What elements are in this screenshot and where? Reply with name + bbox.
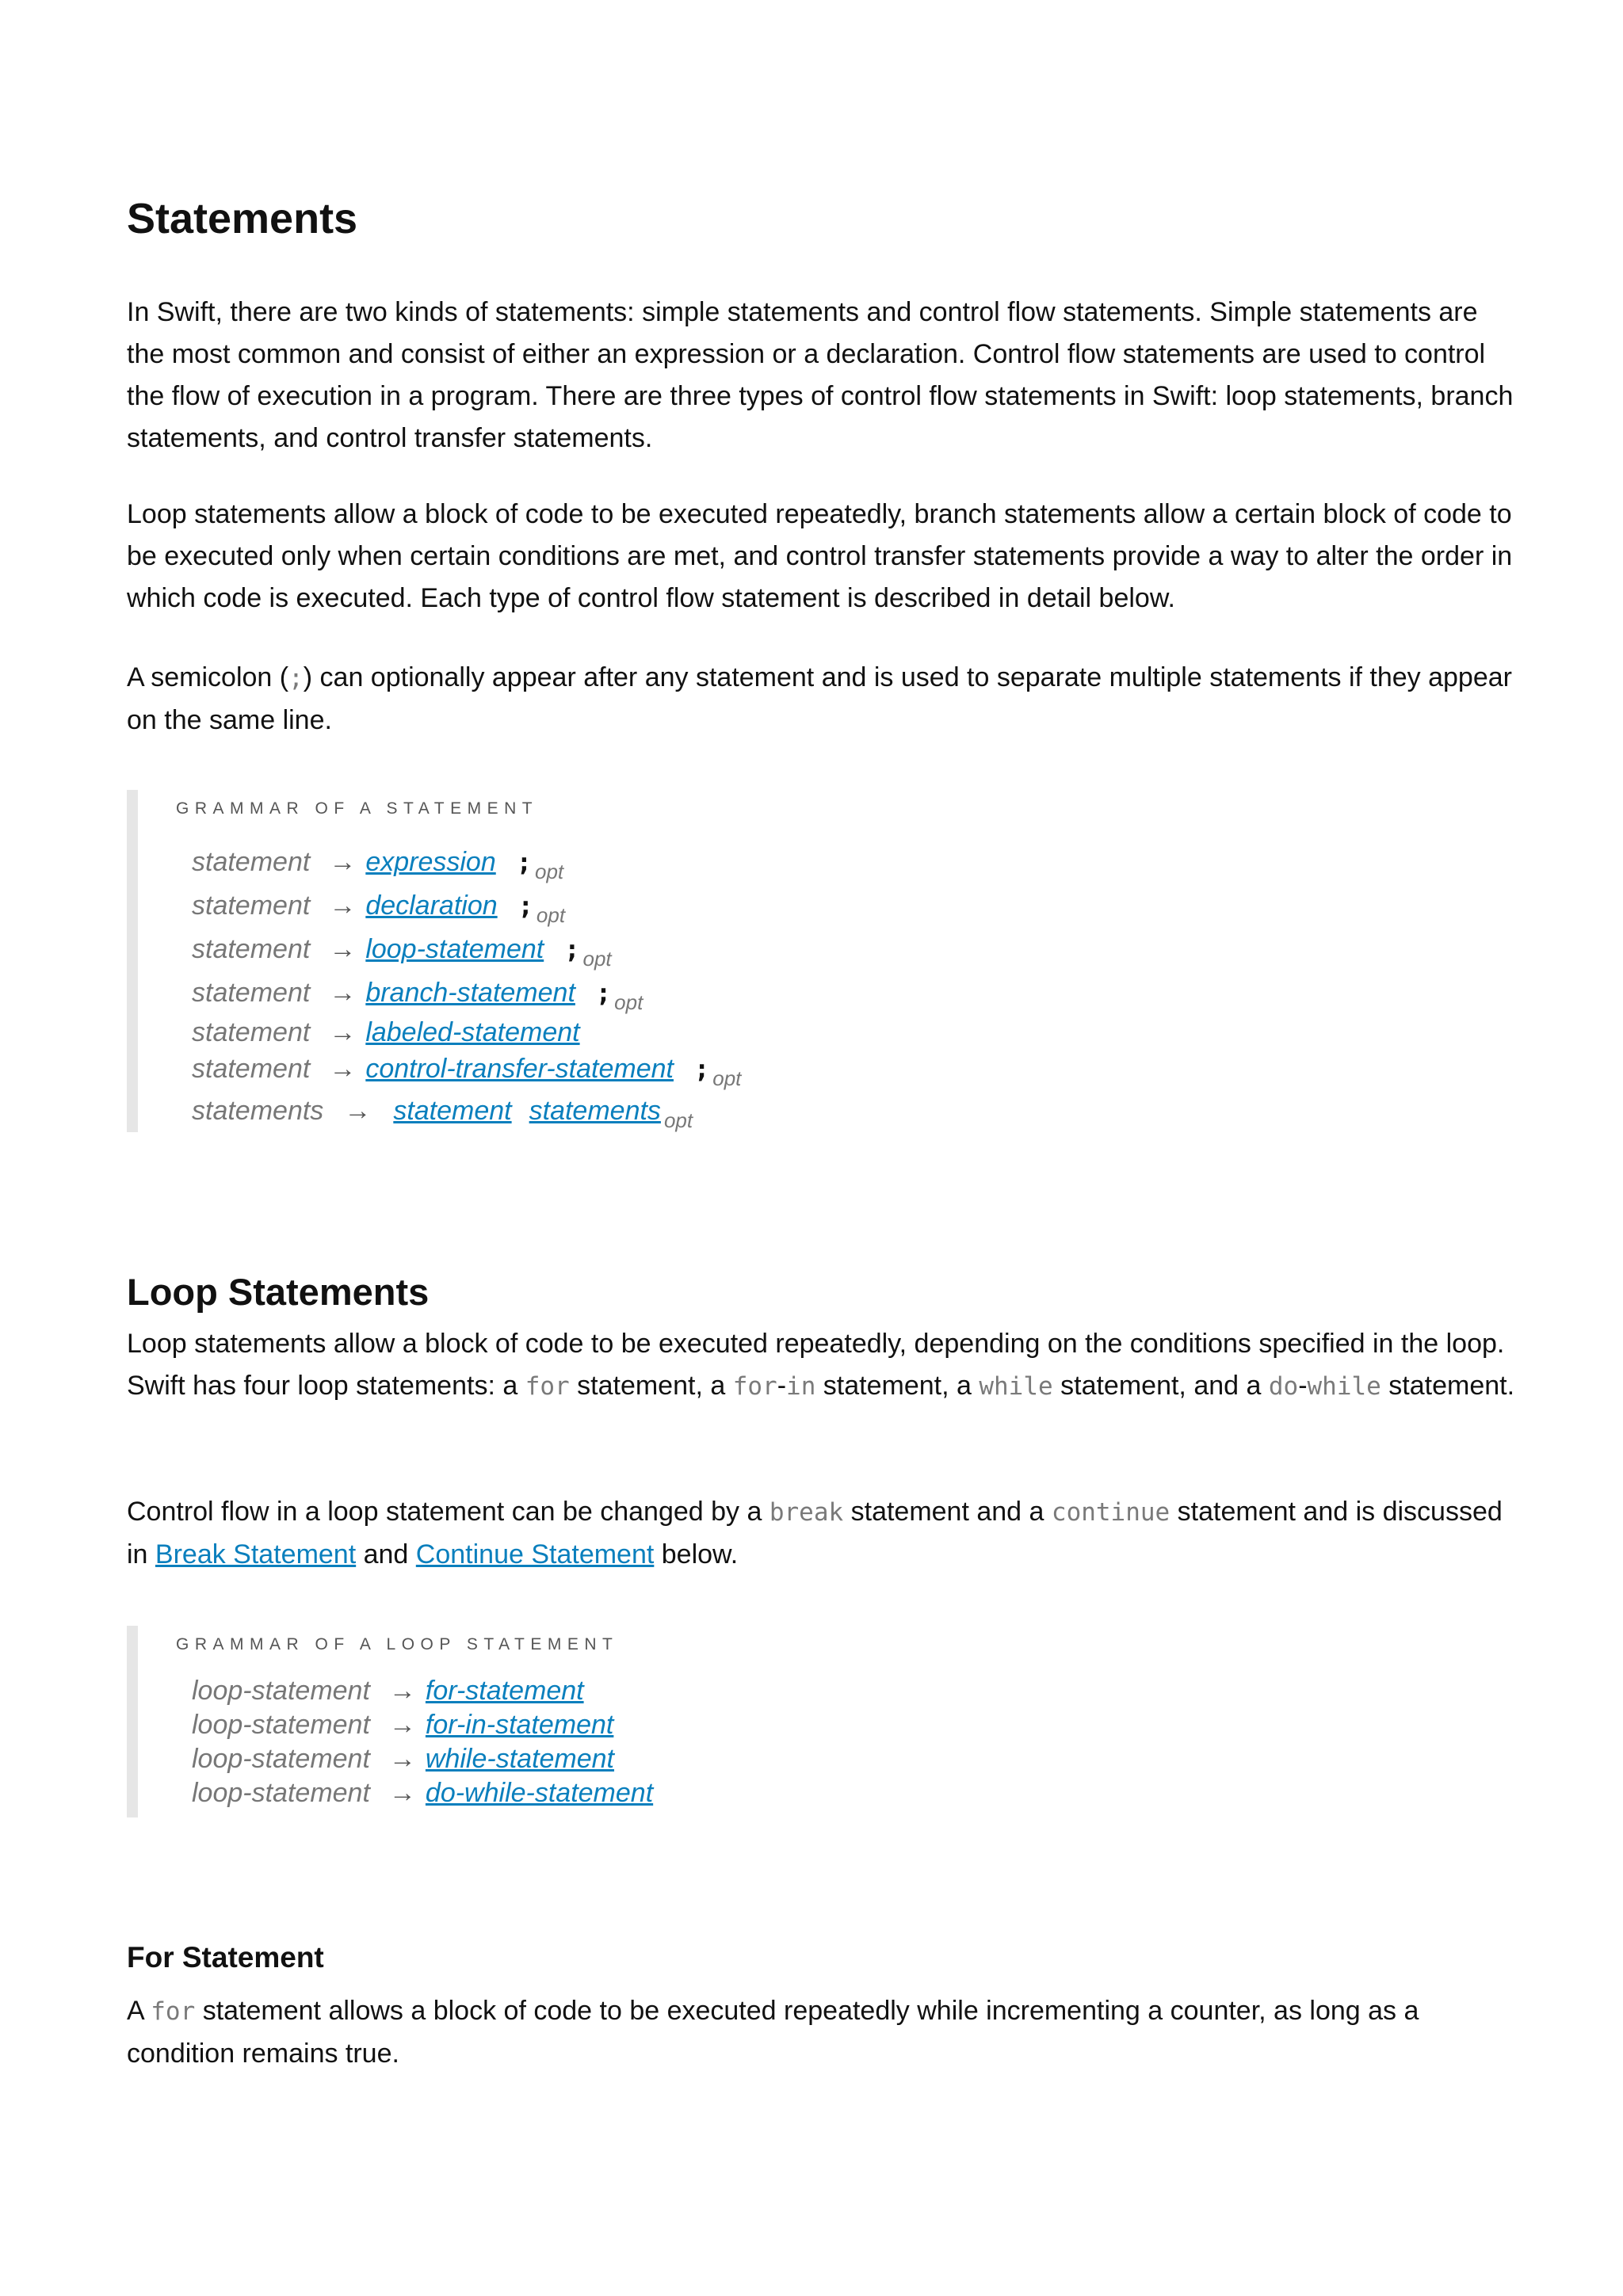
continue-code: continue [1051,1498,1170,1527]
grammar-row [192,1017,580,1048]
grammar-row [192,1054,742,1090]
grammar-link-statement[interactable]: statement [393,1096,512,1126]
text: Control flow in a loop statement can be changed by a [127,1497,769,1527]
grammar-row [192,1710,613,1741]
do-code: do [1268,1372,1299,1401]
while-code: while [1307,1372,1381,1401]
loop-statements-paragraph [127,1323,1522,1408]
grammar-title: GRAMMAR OF A LOOP STATEMENT [176,1635,619,1653]
text: and [356,1539,416,1569]
semicolon-paragraph [127,657,1522,742]
for-statement-paragraph [127,1990,1522,2075]
grammar-link-for-statement[interactable]: for-statement [425,1676,584,1706]
grammar-lhs: loop-statement [192,1676,370,1706]
grammar-row [192,1744,614,1775]
dash: - [1298,1371,1308,1401]
grammar-link-declaration[interactable]: declaration [365,891,498,921]
loop-statements-heading: Loop Statements [127,1271,430,1313]
opt-label: opt [582,947,612,971]
while-code: while [979,1372,1053,1401]
text: statement and a [843,1497,1052,1527]
grammar-row [192,1676,584,1707]
statements-loop-branch-paragraph: Loop statements allow a block of code to be executed repeatedly, branch statements allow a certain block of code to be executed only when certain conditions are met, and control transfer statements provide a way to alter the order in which code is executed. Each type of control flow statement is described in detail below. [127,499,1513,613]
arrow-icon: → [329,978,357,1008]
for-code: for [732,1372,777,1401]
grammar-link-labeled-statement[interactable]: labeled-statement [365,1017,580,1047]
grammar-lhs: loop-statement [192,1744,370,1774]
text: statement, and a [1052,1371,1269,1401]
opt-label: opt [614,990,643,1014]
grammar-lhs: statement [192,934,311,964]
break-code: break [769,1498,844,1527]
statements-intro-paragraph: In Swift, there are two kinds of statements: simple statements and control flow statements. Simple statements are the most common and consist of either an expression or a declaration. Control flow statements are used to control the flow of execution in a program. There are three types of control flow statements in Swift: loop statements, branch statements, and control transfer statements. [127,297,1514,453]
text: statement and is discussed in [127,1497,1503,1569]
text: A [127,1996,151,2026]
text: statement, a [815,1371,980,1401]
continue-statement-link[interactable]: Continue Statement [415,1539,655,1569]
grammar-link-control-transfer-statement[interactable]: control-transfer-statement [365,1054,674,1084]
opt-label: opt [535,860,564,883]
grammar-lhs: statement [192,978,311,1008]
opt-label: opt [536,903,566,927]
grammar-row [192,934,612,971]
for-code: for [525,1372,570,1401]
opt-label: opt [712,1066,742,1090]
grammar-link-expression[interactable]: expression [365,847,496,877]
grammar-link-while-statement[interactable]: while-statement [425,1744,615,1774]
semicolon: ; [516,847,532,877]
grammar-row [192,1778,653,1809]
text: below. [654,1539,739,1569]
arrow-icon: → [388,1710,416,1740]
in-code: in [786,1372,816,1401]
arrow-icon: → [329,891,357,921]
text: A semicolon ( [127,662,289,692]
for-statement-heading: For Statement [127,1941,324,1974]
statement-grammar-box [127,790,1533,1132]
text: Loop statements allow a block of code to be executed repeatedly, depending on the conditions specified in the loop. Swift has four loop statements: a [127,1329,1505,1401]
break-statement-link[interactable]: Break Statement [155,1539,357,1569]
grammar-row [192,847,564,883]
grammar-link-for-in-statement[interactable]: for-in-statement [425,1710,614,1740]
for-code: for [151,1997,196,2026]
loop-grammar-box [127,1626,1533,1817]
semicolon-code: ; [288,664,304,692]
arrow-icon: → [388,1744,416,1774]
arrow-icon: → [388,1778,416,1808]
grammar-lhs: statement [192,891,311,921]
grammar-row [192,978,643,1014]
grammar-lhs: loop-statement [192,1778,370,1808]
grammar-lhs: statement [192,847,311,877]
text: statement allows a block of code to be executed repeatedly while incrementing a counter, as long as a condition remains true. [127,1996,1419,2069]
semicolon: ; [693,1054,710,1084]
arrow-icon: → [329,1017,357,1047]
arrow-icon: → [329,847,357,877]
dash: - [777,1371,787,1401]
statements-heading: Statements [127,195,358,242]
grammar-lhs: loop-statement [192,1710,370,1740]
grammar-row [192,1096,693,1132]
arrow-icon: → [329,1054,357,1084]
grammar-row [192,891,566,927]
control-flow-paragraph [127,1491,1522,1576]
grammar-link-do-while-statement[interactable]: do-while-statement [425,1778,654,1808]
arrow-icon: → [388,1676,416,1706]
grammar-title: GRAMMAR OF A STATEMENT [176,799,539,818]
text: ) can optionally appear after any statement and is used to separate multiple statements if they appear on the same line. [127,662,1512,735]
opt-label: opt [663,1108,693,1132]
grammar-link-branch-statement[interactable]: branch-statement [365,978,575,1008]
text: statement, a [569,1371,733,1401]
text: statement. [1381,1371,1515,1401]
semicolon: ; [517,891,533,921]
arrow-icon: → [329,934,357,964]
grammar-link-loop-statement[interactable]: loop-statement [365,934,544,964]
grammar-lhs: statements [192,1096,324,1126]
grammar-lhs: statement [192,1054,311,1084]
semicolon: ; [595,978,612,1008]
semicolon: ; [564,934,580,964]
grammar-link-statements[interactable]: statements [529,1096,661,1126]
grammar-lhs: statement [192,1017,311,1047]
arrow-icon: → [344,1096,372,1126]
